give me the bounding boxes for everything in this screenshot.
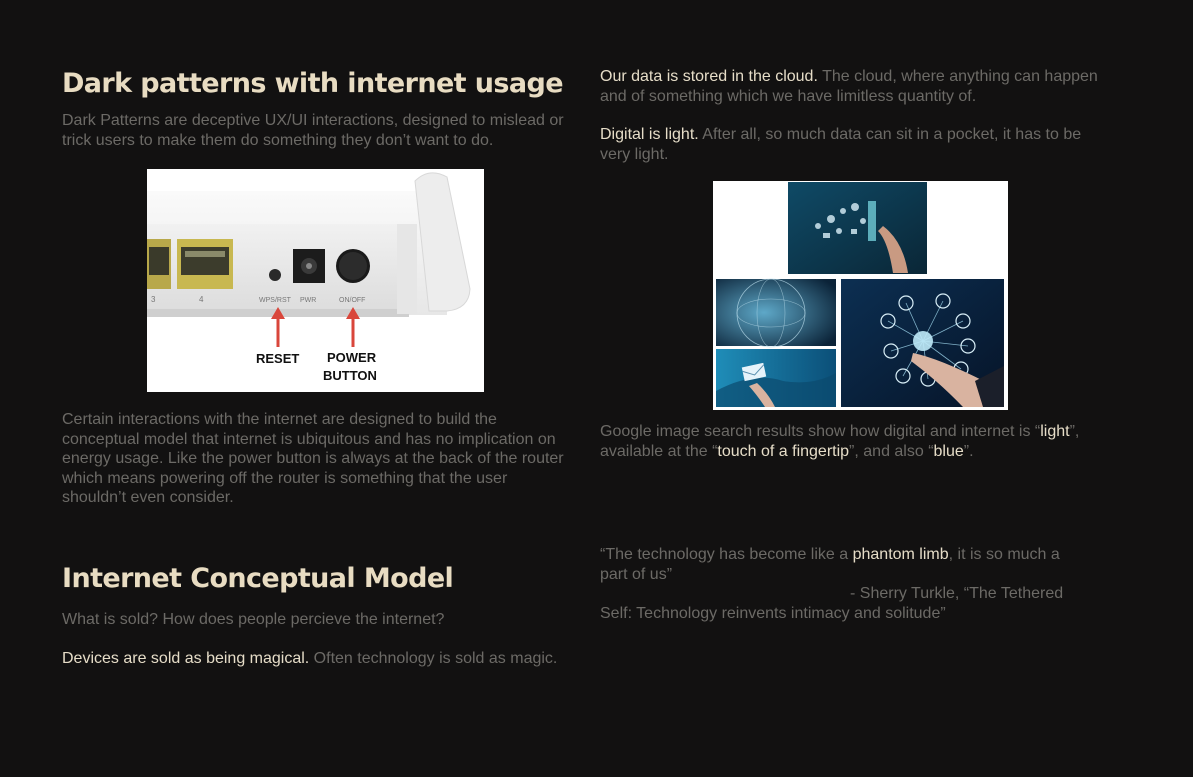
port-label-onoff: ON/OFF (339, 297, 366, 304)
router-photo (147, 169, 484, 392)
word-light: light (1040, 423, 1070, 440)
section-title-conceptual-model: Internet Conceptual Model (62, 563, 454, 594)
callout-button: BUTTON (323, 368, 377, 383)
search-caption: Google image search results show how digital and internet is “light”, available at the “touch of a fingertip”, and also “blue”. (600, 423, 1080, 460)
router-illustration (147, 169, 484, 392)
port-label-wps: WPS/RST (259, 297, 291, 304)
section-title-dark-patterns: Dark patterns with internet usage (62, 68, 563, 99)
cloud-paragraph (600, 67, 1105, 106)
quote-text: “The technology has become like a phantom limb, it is so much a part of us” (600, 546, 1060, 583)
digital-collage (713, 181, 1008, 410)
devices-highlight: Devices are sold as being magical. (62, 649, 310, 667)
port-label-4: 4 (199, 295, 204, 304)
turkle-quote (600, 545, 1090, 623)
light-rest: After all, so much data can sit in a pocket, it has to be very light. (600, 126, 1082, 163)
router-explanation: Certain interactions with the internet are designed to build the conceptual model that internet is ubiquitous and has no implication on energy usage. Like the power button is always at the back of the router which means powering off the router is something that the user shouldn’t even consider. (62, 411, 564, 506)
devices-rest: Often technology is sold as magic. (309, 649, 558, 667)
cloud-highlight: Our data is stored in the cloud. (600, 68, 818, 85)
collage-illustration (713, 181, 1008, 410)
right-column (600, 67, 1115, 164)
light-paragraph (600, 125, 1115, 164)
dark-patterns-intro: Dark Patterns are deceptive UX/UI interactions, designed to mislead or trick users to make them do something they don’t want to do. (62, 112, 564, 149)
callout-reset: RESET (256, 351, 300, 366)
word-touch: touch of a fingertip (717, 442, 850, 460)
word-blue: blue (933, 442, 964, 460)
left-column (62, 66, 572, 150)
conceptual-model-block (62, 561, 572, 668)
quote-phantom-limb: phantom limb (852, 546, 949, 563)
port-label-pwr: PWR (300, 297, 317, 304)
light-highlight: Digital is light. (600, 126, 699, 143)
callout-power: POWER (327, 350, 377, 365)
devices-magical-paragraph (62, 649, 567, 669)
router-explanation-block (62, 410, 567, 508)
search-caption-block (600, 422, 1115, 461)
port-label-3: 3 (151, 295, 156, 304)
cloud-rest: The cloud, where anything can happen and of something which we have limitless quantity of. (600, 68, 1098, 105)
conceptual-model-question: What is sold? How does people percieve the internet? (62, 611, 445, 628)
quote-attribution: - Sherry Turkle, “The Tethered Self: Technology reinvents intimacy and solitude” (600, 585, 1064, 622)
